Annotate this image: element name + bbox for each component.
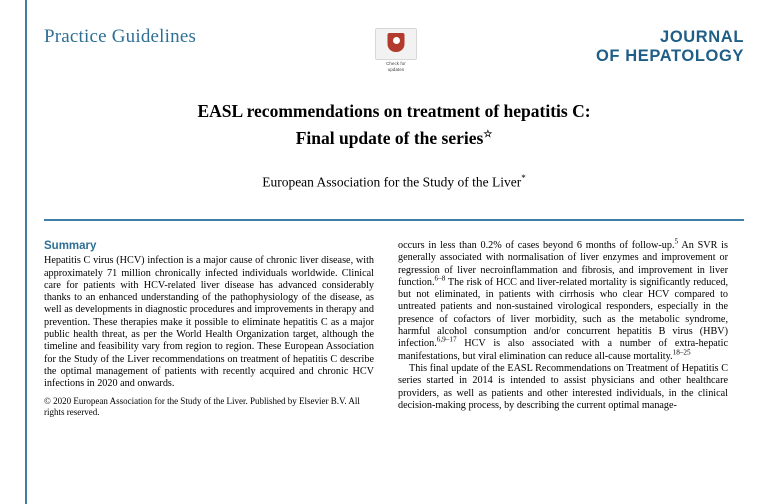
title-block xyxy=(44,100,744,190)
journal-logo-line1: JOURNAL xyxy=(660,28,744,46)
body-paragraph-continuation: occurs in less than 0.2% of cases beyond 6 months of follow-up.$^5$ An SVR is generally associated with normalisation of liver enzymes and improvement or regression of liver necroinflammation and fibrosis, and improvement in liver function.$^{6-8}$ The risk of HCC and liver-related mortality is significantly reduced, but not eliminated, in patients with cirrhosis who clear HCV compared to untreated patients and non-sustained virological responders, especially in the presence of cofactors of liver morbidity, such as the metabolic syndrome, harmful alcohol consumption and/or concurrent hepatitis B virus (HBV) infection.$^{6,9-17}$ HCV is also associated with a number of extra-hepatic manifestations, but viral elimination can reduce all-cause mortality.$^{18-25}$ xyxy=(398,237,728,362)
crossmark-caption xyxy=(371,61,421,72)
citation-ref[interactable]: 5 xyxy=(674,237,679,246)
crossmark-caption-line2: updates xyxy=(387,66,405,72)
left-column xyxy=(44,240,374,427)
left-edge-rule xyxy=(25,0,27,504)
author-line xyxy=(44,173,744,191)
author-footnote-marker[interactable]: * xyxy=(521,172,526,183)
crossmark-caption-line1: Check for xyxy=(386,61,406,67)
crossmark-badge-icon xyxy=(388,33,405,52)
summary-heading: Summary xyxy=(44,240,97,252)
journal-logo xyxy=(596,28,744,66)
journal-logo-line2: OF HEPATOLOGY xyxy=(595,47,744,65)
copyright-line: © 2020 European Association for the Study of the Liver. Published by Elsevier B.V. All rights reserved. xyxy=(44,395,360,417)
page-header xyxy=(44,26,744,76)
title-footnote-marker[interactable]: ☆ xyxy=(483,129,493,140)
section-label: Practice Guidelines xyxy=(44,26,197,47)
page-title xyxy=(44,100,744,150)
right-column xyxy=(398,237,728,412)
crossmark-check-for-updates-icon[interactable] xyxy=(371,28,421,72)
citation-ref[interactable]: 6,9–17 xyxy=(436,335,457,344)
summary-paragraph: Hepatitis C virus (HCV) infection is a major cause of chronic liver disease, with approximately 71 million chronically infected individuals worldwide. Clinical care for patients with HCV-related liver disease has advanced considerably thanks to an enhanced understanding of the pathophysiology of the disease, as well as developments in diagnostic procedures and improvements in therapy and prevention. These therapies make it possible to eliminate hepatitis C as a major public health threat, as per the World Health Organization target, although the timeline and feasibility vary from region to region. These European Association for the Study of the Liver recommendations on treatment of hepatitis C describe the optimal management of patients with recently acquired and chronic HCV infections in 2020 and onwards. xyxy=(44,255,374,390)
citation-ref[interactable]: 18–25 xyxy=(672,348,691,357)
crossmark-box xyxy=(375,28,417,60)
title-line2: Final update of the series xyxy=(295,127,484,148)
citation-ref[interactable]: 6–8 xyxy=(434,274,446,283)
author-name: European Association for the Study of the Liver xyxy=(262,174,522,190)
body-paragraph-2: This final update of the EASL Recommendations on Treatment of Hepatitis C series started in 2014 is intended to assist physicians and other healthcare providers, as well as patients and other interested individuals, in the clinical decision-making process, by describing the current optimal manage- xyxy=(398,362,728,411)
title-divider xyxy=(44,219,744,221)
title-line1: EASL recommendations on treatment of hepatitis C: xyxy=(197,101,591,121)
